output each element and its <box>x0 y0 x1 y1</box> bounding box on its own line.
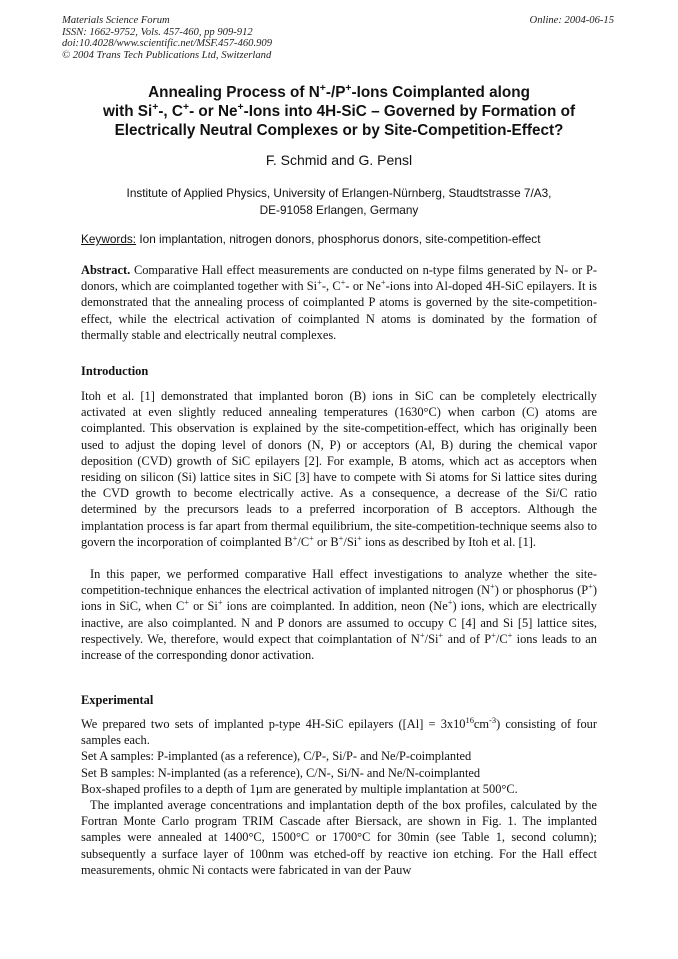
journal-issn: ISSN: 1662-9752, Vols. 457-460, pp 909-912 <box>62 26 253 38</box>
title-line-3: Electrically Neutral Complexes or by Site-Competition-Effect? <box>114 122 564 139</box>
journal-header <box>62 15 462 61</box>
journal-copyright: © 2004 Trans Tech Publications Ltd, Switzerland <box>62 49 272 61</box>
journal-doi[interactable]: doi:10.4028/www.scientific.net/MSF.457-460.909 <box>62 38 272 50</box>
keywords-text: Ion implantation, nitrogen donors, phosphorus donors, site-competition-effect <box>136 232 541 246</box>
title-line-2: with Si+-, C+- or Ne+-Ions into 4H-SiC – Governed by Formation of <box>102 101 576 120</box>
introduction-heading: Introduction <box>81 364 149 378</box>
affiliation: Institute of Applied Physics, University of Erlangen-Nürnberg, Staudtstrasse 7/A3, DE-91058 Erlangen, Germany <box>126 186 552 217</box>
abstract-label: Abstract. <box>81 263 131 277</box>
paper-title <box>70 83 608 140</box>
title-line-1: Annealing Process of N+-/P+-Ions Coimplanted along <box>148 82 530 101</box>
introduction-paragraph-2: In this paper, we performed comparative Hall effect investigations to analyze whether the site-competition-technique enhances the electrical activation of implanted nitrogen (N+) or phosphorus (P+) ions in SiC, when C+ or Si+ ions are coimplanted. In addition, neon (Ne+) ions, which are electrically inactive, are also coimplanted. N and P donors are assumed to occupy C [4] and Si [5] lattice sites, respectively. We, therefore, would expect that coimplantation of N+/Si+ and of P+/C+ ions leads to an increase of the corresponding donor activation. <box>81 567 598 663</box>
keywords <box>81 232 601 247</box>
experimental-paragraph-1 <box>81 716 597 797</box>
experimental-heading: Experimental <box>81 693 154 707</box>
experimental-intro: We prepared two sets of implanted p-type 4H-SiC epilayers $([Al] = 3x10^{16}cm^{-3})$ consisting of four samples each. <box>81 714 597 748</box>
authors: F. Schmid and G. Pensl <box>265 152 413 168</box>
experimental-box-profiles: Box-shaped profiles to a depth of 1µm are generated by multiple implantation at 500°C. <box>81 781 518 796</box>
introduction-paragraph-1: Itoh et al. [1] demonstrated that implanted boron (B) ions in SiC can be completely electrically activated at even slightly reduced annealing temperatures (1630°C) when carbon (C) atoms are coimplanted. This observation is explained by the site-competition-effect, which has originally been used to adjust the doping level of donors (N, P) or acceptors (Al, B) during the chemical vapor deposition (CVD) growth of SiC epilayers [2]. For example, B atoms, which act as acceptors when residing on silicon (Si) lattice sites in SiC [3] have to compete with Si atoms for Si lattice sites during the CVD growth to become electrically active. As a consequence, a decrease of the Si/C ratio determined by the precursors leads to a preferred incorporation of B acceptors. Although the implantation process is far apart from thermal equilibrium, the site-competition-technique seems also to govern the incorporation of coimplanted B+/C+ or B+/Si+ ions as described by Itoh et al. [1]. <box>81 389 597 549</box>
journal-name: Materials Science Forum <box>62 15 170 26</box>
abstract: Abstract. Comparative Hall effect measurements are conducted on n-type films generated by N- or P-donors, which are coimplanted together with Si+-, C+- or Ne+-ions into Al-doped 4H-SiC epilayers. It is demonstrated that the annealing process of coimplanted P atoms is governed by the site-competition-effect, while the electrical activation of coimplanted N atoms is dominated by the formation of thermally stable and electrically neutral complexes. <box>81 263 598 342</box>
experimental-set-b: Set B samples: N-implanted (as a reference), C/N-, Si/N- and Ne/N-coimplanted <box>81 765 481 780</box>
experimental-paragraph-2: The implanted average concentrations and implantation depth of the box profiles, calculated by the Fortran Monte Carlo program TRIM Cascade after Biersack, are shown in Fig. 1. The implanted samples were annealed at 1400°C, 1500°C or 1700°C for 30min (see Table 1, second column); subsequently a surface layer of 100nm was etched-off by reactive ion etching. For the Hall effect measurements, ohmic Ni contacts were fabricated in van der Pauw <box>81 798 597 877</box>
keywords-label: Keywords: <box>81 232 137 246</box>
online-date: Online: 2004-06-15 <box>529 15 614 26</box>
experimental-set-a: Set A samples: P-implanted (as a reference), C/P-, Si/P- and Ne/P-coimplanted <box>81 749 472 764</box>
